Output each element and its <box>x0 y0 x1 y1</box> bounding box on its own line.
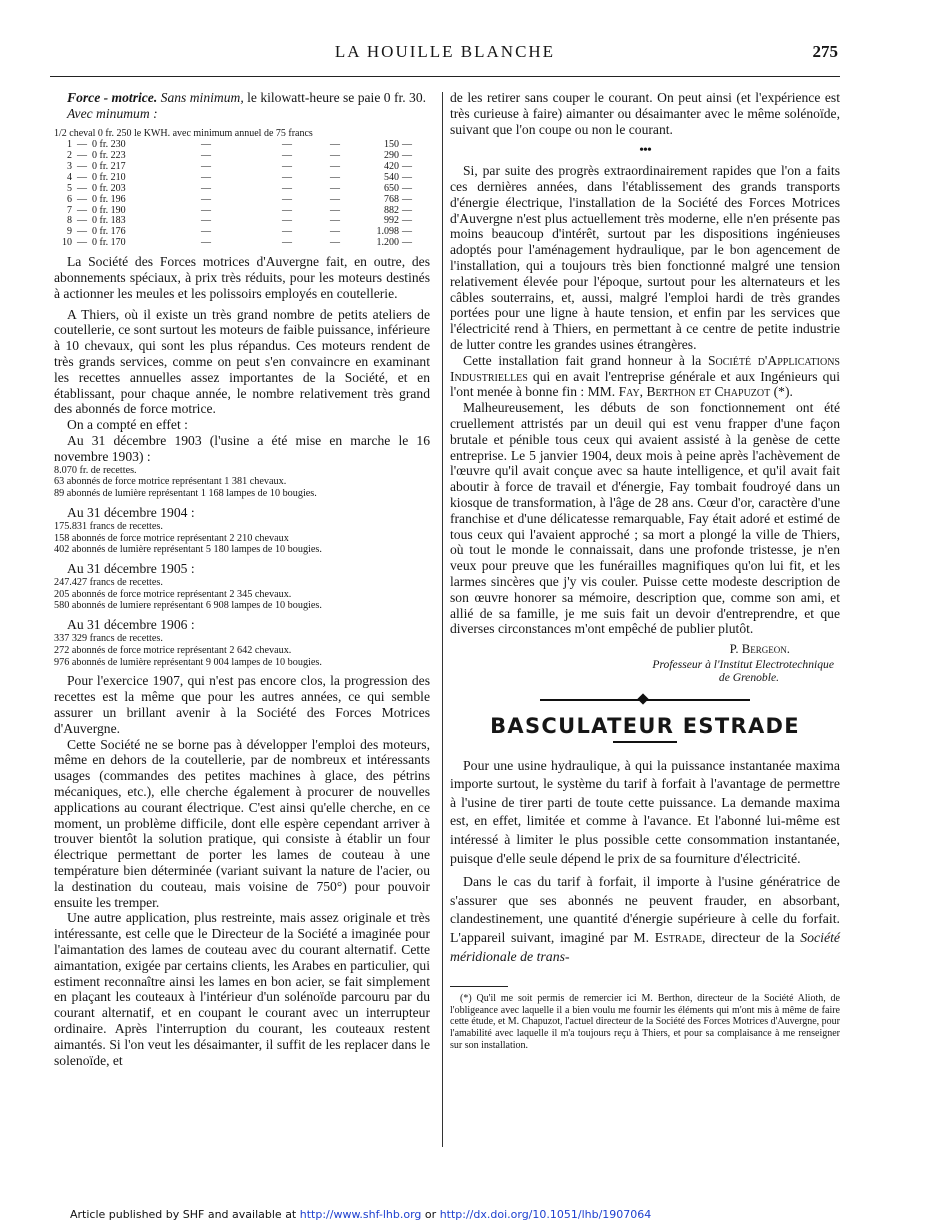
rate-horsepower: 5 <box>67 182 72 194</box>
year-1906-list <box>54 633 430 668</box>
year-1904-line: 158 abonnés de force motrice représentant 2 210 chevaux <box>54 532 289 544</box>
rate-dash: — <box>282 150 292 161</box>
rate-dash: — <box>402 204 412 216</box>
rate-dash: — <box>282 171 292 183</box>
year-1903-line: 8.070 fr. de recettes. <box>54 464 137 476</box>
footer-link-doi[interactable]: http://dx.doi.org/10.1051/lhb/1907064 <box>439 1208 652 1221</box>
affiliation-line: de Grenoble. <box>718 671 779 685</box>
rates-header: 1/2 cheval 0 fr. 250 le KWH. avec minimum annuel de 75 francs <box>54 127 313 139</box>
footnote: (*) Qu'il me soit permis de remercier ici M. Berthon, directeur de la Société Alioth, de l'obligeance avec laquelle il a bien voulu me fournir les éléments qui m'ont mis à même de faire cette étude, et M. Chapuzot, l'actuel directeur de la Société des Forces Motrices d'Auvergne, pour l'amabilité avec laquelle il m'a toujours reçu à Thiers, et pour sa complaisance à me renseigner sur son installation. <box>450 993 840 1051</box>
year-1903-list <box>54 465 430 500</box>
rate-dash: — <box>402 182 412 194</box>
rate-price: 0 fr. 203 <box>92 182 126 194</box>
rate-minimum: 992 <box>384 215 399 227</box>
page-number: 275 <box>812 42 838 61</box>
rate-dash: — <box>77 160 87 172</box>
rate-dash: — <box>282 215 292 227</box>
rate-dash: — <box>330 204 340 216</box>
rate-dash: — <box>77 215 87 227</box>
rate-dash: — <box>282 193 292 205</box>
rate-dash: — <box>330 182 340 194</box>
rate-dash: — <box>201 215 211 227</box>
year-1904-list <box>54 521 430 556</box>
rate-dash: — <box>201 171 211 183</box>
rate-price: 0 fr. 190 <box>92 204 126 216</box>
rate-horsepower: 4 <box>67 171 72 183</box>
year-1906-title: Au 31 décembre 1906 : <box>67 617 195 633</box>
author-signature: P. Bergeon. <box>729 642 790 657</box>
footer-text: Article published by SHF and available at <box>70 1208 297 1221</box>
paragraph-usine: Pour une usine hydraulique, à qui la puissance instantanée maxima importe surtout, le système du tarif à forfait à l'avantage de permettre à l'usine de tirer parti de toute cette puissance. La demande maxima est, en effet, limitée et comme à l'avance. Et l'abonné lui-même est intéressé à limiter le plus possible cette consommation instantanée, puisque d'elle seule dépend le prix de sa fourniture d'électricité. <box>450 757 840 866</box>
rate-dash: — <box>77 193 87 205</box>
company-italic: Société méridionale de trans- <box>450 930 841 964</box>
rate-dash: — <box>77 226 87 238</box>
rate-horsepower: 8 <box>67 215 72 227</box>
rate-dash: — <box>201 237 211 249</box>
rate-dash: — <box>201 226 211 238</box>
rate-price: 0 fr. 217 <box>92 160 126 172</box>
company-name: Société d'Applications Industrielles <box>450 352 840 384</box>
paragraph-force-motrice <box>54 90 430 106</box>
rate-dash: — <box>201 182 211 194</box>
page-footer <box>70 1208 651 1221</box>
year-1905-line: 205 abonnés de force motrice représentant 2 345 chevaux. <box>54 588 292 600</box>
rate-dash: — <box>282 139 292 151</box>
rate-horsepower: 7 <box>67 204 72 216</box>
heading-underline <box>613 741 677 743</box>
rate-dash: — <box>330 150 340 161</box>
footnote-rule <box>450 986 508 987</box>
rate-dash: — <box>330 215 340 227</box>
rate-price: 0 fr. 176 <box>92 226 126 238</box>
ornamental-divider <box>450 693 840 707</box>
year-1904-title: Au 31 décembre 1904 : <box>67 504 195 520</box>
rate-dash: — <box>282 237 292 249</box>
force-rest: le kilowatt-heure se paie 0 fr. 30. <box>247 90 427 105</box>
rate-dash: — <box>402 150 412 161</box>
rate-minimum: 768 <box>384 193 399 205</box>
footer-or: or <box>424 1208 437 1221</box>
year-1905-title: Au 31 décembre 1905 : <box>67 561 195 577</box>
footer-link-shf[interactable]: http://www.shf-lhb.org <box>299 1208 422 1221</box>
rate-dash: — <box>330 237 340 249</box>
sans-minimum: Sans minimum, <box>160 90 244 105</box>
paragraph-honneur <box>450 353 840 400</box>
left-column <box>54 90 430 1068</box>
forfait-part-a: Dans le cas du tarif à forfait, il importe à l'usine génératrice de s'assurer que ses abonnés ne peuvent frauder, en absorbant, clandestinement, une quantité d'énergie supérieure à celle du forfait. L'appareil suivant, imaginé par M. <box>450 874 840 946</box>
rate-dash: — <box>402 193 412 205</box>
rate-dash: — <box>402 237 412 249</box>
rate-minimum: 882 <box>384 204 399 216</box>
year-1903-title: Au 31 décembre 1903 (l'usine a été mise en marche le 16 novembre 1903) : <box>54 432 430 464</box>
journal-title: LA HOUILLE BLANCHE <box>334 42 556 61</box>
paragraph-developper: Cette Société ne se borne pas à développer l'emploi des moteurs, même en dehors de la coutellerie, par de nombreux et intéressants usages (commandes des petites machines à glace, des pétrins mécaniques, etc.), elle cherche également à procurer de nouvelles applications au courant électrique. C'est ainsi qu'elle cherche, en ce moment, un problème difficile, dont elle espère cependant arriver à trouver bientôt la solution pratique, qui consiste à établir un four électrique permettant de porter les lames de couteau à une température bien déterminée (variant suivant la nature de l'acier, ou la destination du couteau, mais voisine de 750°) pour pouvoir ensuite les tremper. <box>54 736 430 910</box>
rate-dash: — <box>282 160 292 172</box>
rate-minimum: 1.200 <box>376 237 399 249</box>
rate-price: 0 fr. 210 <box>92 171 126 183</box>
rate-dash: — <box>77 182 87 194</box>
rate-horsepower: 6 <box>67 193 72 205</box>
paragraph-exercice: Pour l'exercice 1907, qui n'est pas encore clos, la progression des recettes est la même que pour les autres années, ce qui semble assurer un brillant avenir à la Société des Forces Motrices d'Auvergne. <box>54 673 430 736</box>
rate-price: 0 fr. 230 <box>92 139 126 151</box>
paragraph-thiers: A Thiers, où il existe un très grand nombre de petits ateliers de coutellerie, ce sont surtout les moteurs de faible puissance, inférieure à 10 chevaux, qui sont les plus répandus. Ces moteurs rendent de très grands services, comme on peut s'en convaincre en examinant les recettes annuelles assez importantes de la Société, et en établissant, pour chaque année, le nombre relativement très grand des abonnés de force motrice. <box>54 306 430 417</box>
rate-dash: — <box>77 204 87 216</box>
right-column <box>450 90 840 1051</box>
year-1903-line: 89 abonnés de lumière représentant 1 168 lampes de 10 bougies. <box>54 488 317 500</box>
affiliation-line: Professeur à l'Institut Electrotechnique <box>652 657 834 671</box>
footnote-ref: (*). <box>773 384 793 400</box>
rate-minimum: 650 <box>384 182 399 194</box>
column-divider <box>442 92 443 1147</box>
rate-price: 0 fr. 196 <box>92 193 126 205</box>
rate-dash: — <box>330 171 340 183</box>
rate-row <box>54 238 429 249</box>
rate-price: 0 fr. 223 <box>92 150 126 161</box>
rate-horsepower: 10 <box>62 237 72 249</box>
rate-dash: — <box>330 193 340 205</box>
rate-dash: — <box>77 139 87 151</box>
paragraph-application: Une autre application, plus restreinte, mais assez originale et très intéressante, est celle que le Directeur de la Société a imaginée pour l'aimantation des lames de couteau avec du courant alternatif. Cette aimantation, exigée par certains clients, les Arabes en particulier, qui estiment reconnaître ainsi les lames en bon acier, se fait simplement en plaçant les couteaux à l'intérieur d'un solénoïde parcouru par du courant alternatif, et en coupant le courant avec un interrupteur ordinaire. Après l'interruption du courant, les couteaux restent aimantés. Si l'on veut les désaimanter, il suffit de les replacer dans le solenoïde, et <box>54 910 430 1068</box>
author-affiliation <box>450 658 840 685</box>
rate-dash: — <box>402 215 412 227</box>
rate-minimum: 290 <box>384 150 399 161</box>
rate-horsepower: 9 <box>67 226 72 238</box>
year-1906-line: 272 abonnés de force motrice représentant 2 642 chevaux. <box>54 644 292 656</box>
rate-horsepower: 1 <box>67 139 72 151</box>
rate-dash: — <box>282 226 292 238</box>
rate-price: 0 fr. 170 <box>92 237 126 249</box>
paragraph-forfait <box>450 873 840 966</box>
honneur-part-a: Cette installation fait grand honneur à la <box>463 352 702 368</box>
section-heading: BASCULATEUR ESTRADE <box>490 713 800 738</box>
honneur-part-b: qui en avait l'entreprise générale et aux Ingénieurs qui l'ont menée à bonne fin : MM. <box>450 368 840 400</box>
rate-dash: — <box>201 139 211 151</box>
year-1906-line: 976 abonnés de lumière représentant 9 004 lampes de 10 bougies. <box>54 656 322 668</box>
rate-minimum: 540 <box>384 171 399 183</box>
rate-dash: — <box>201 160 211 172</box>
rate-minimum: 1.098 <box>376 226 399 238</box>
rate-dash: — <box>330 139 340 151</box>
year-1905-line: 247.427 francs de recettes. <box>54 576 163 588</box>
rate-dash: — <box>77 171 87 183</box>
rate-dash: — <box>201 150 211 161</box>
year-1906-line: 337 329 francs de recettes. <box>54 633 163 645</box>
rate-dash: — <box>402 139 412 151</box>
rate-horsepower: 2 <box>67 150 72 161</box>
year-1904-line: 402 abonnés de lumière représentant 5 180 lampes de 10 bougies. <box>54 544 322 556</box>
rate-dash: — <box>77 150 87 161</box>
forfait-part-b: directeur de la <box>711 930 795 946</box>
force-label: Force - motrice. <box>67 90 158 105</box>
rate-price: 0 fr. 183 <box>92 215 126 227</box>
page-header <box>50 40 840 77</box>
year-1905-list <box>54 577 430 612</box>
rate-row <box>54 195 429 206</box>
rate-dash: — <box>402 226 412 238</box>
rate-dash: — <box>282 204 292 216</box>
inventor-name: Estrade, <box>654 930 706 946</box>
rate-row <box>54 184 429 195</box>
rate-dash: — <box>282 182 292 194</box>
rate-horsepower: 3 <box>67 160 72 172</box>
year-1903-line: 63 abonnés de force motrice représentant 1 381 chevaux. <box>54 476 287 488</box>
divider-diamond <box>637 693 648 704</box>
rate-dash: — <box>402 160 412 172</box>
rate-minimum: 150 <box>384 139 399 151</box>
rates-table <box>54 140 429 249</box>
rate-dash: — <box>402 171 412 183</box>
paragraph-retirer: de les retirer sans couper le courant. On peut ainsi (et l'expérience est très curieuse à faire) aimanter ou désaimanter avec le même solénoïde, suivant que l'on coupe ou non le courant. <box>450 90 840 137</box>
rate-dash: — <box>330 226 340 238</box>
paragraph-compte: On a compté en effet : <box>67 417 188 433</box>
rate-minimum: 420 <box>384 160 399 172</box>
rate-dash: — <box>201 204 211 216</box>
section-dots: ••• <box>639 143 651 159</box>
avec-minimum-label: Avec minumum : <box>67 105 158 121</box>
engineer-names: Fay, Berthon et Chapuzot <box>618 384 771 400</box>
paragraph-malheureusement: Malheureusement, les débuts de son fonctionnement ont été cruellement attristés par un deuil qui est venu frapper d'une façon brutale et pénible tous ceux qui avaient assisté à la genèse de cette entreprise. Le 5 janvier 1904, deux mois à peine après l'achèvement de l'œuvre qu'il avait conçue avec sa haute intelligence, et qu'il avait fait aboutir à force de travail et d'énergie, Fay tombait foudroyé dans un kiosque de transformation, à l'âge de 28 ans. Cœur d'or, caractère d'une franchise et d'une délicatesse remarquable, Fay était adoré et estimé de tous ceux qui l'avaient approché ; sa mort a plongé la ville de Thiers, où tout le monde le connaissait, dans une profonde tristesse, je n'en veux pour preuve que les funérailles magnifiques qu'on lui fit, et les larmes sincères que j'y vis couler. Puisse cette modeste description de son œuvre honorer sa mémoire, description que, comme son ami, et allié de sa famille, je me suis fait un devoir d'entreprendre, et que diverses circonstances m'ont empêché de publier plutôt. <box>450 400 840 637</box>
year-1905-line: 580 abonnés de lumiere représentant 6 908 lampes de 10 bougies. <box>54 600 322 612</box>
paragraph-progres: Si, par suite des progrès extraordinairement rapides que l'on a faits ces dernières années, dans l'établissement des grands transports d'énergie électrique, l'installation de la Société des Forces Motrices d'Auvergne n'est plus actuellement très moderne, elle n'en présente pas moins beaucoup d'intérêt, surtout par les dispositions ingénieuses adoptés pour l'aménagement hydraulique, par le bon agencement de l'installation, qui a toujours très bien fonctionné malgré une tension relativement élevée pour l'époque, surtout pour les alternateurs et les câbles souterrains, et, aussi, malgré l'emploi hardi de très grandes portées pour une ligne à haute tension, et enfin par les services que l'électricité rend à Thiers, en permettant à ce centre de petite industrie de lutter contre les grandes usines étrangères. <box>450 163 840 352</box>
rate-dash: — <box>77 237 87 249</box>
year-1904-line: 175.831 francs de recettes. <box>54 520 163 532</box>
rate-dash: — <box>330 160 340 172</box>
paragraph-societe: La Société des Forces motrices d'Auvergne fait, en outre, des abonnements spéciaux, à prix très réduits, pour les moteurs destinés à actionner les meules et les polissoirs employés en coutellerie. <box>54 254 430 301</box>
rate-dash: — <box>201 193 211 205</box>
